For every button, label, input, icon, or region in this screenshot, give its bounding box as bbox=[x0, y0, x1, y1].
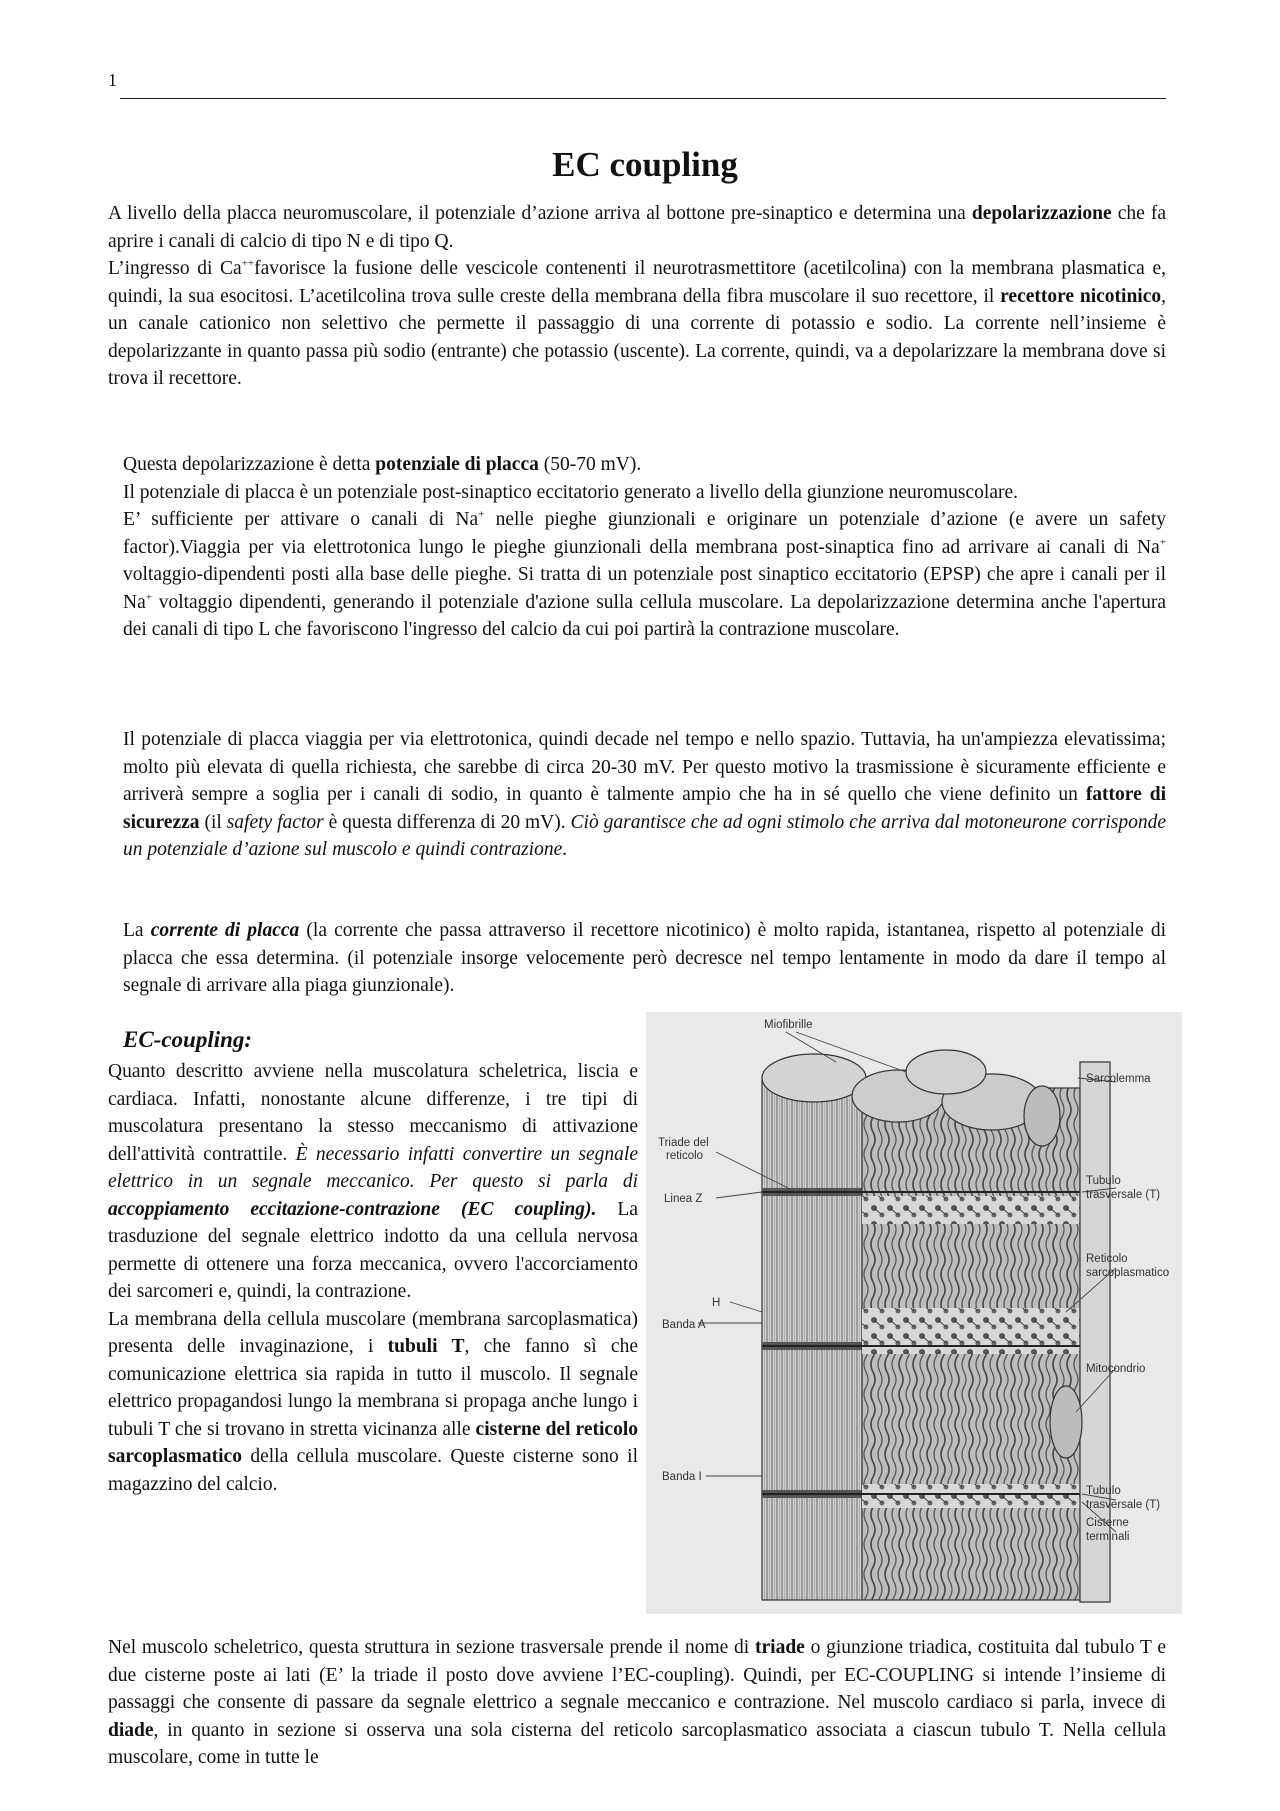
label-h: H bbox=[712, 1297, 721, 1309]
sicurezza-paragraph: Il potenziale di placca viaggia per via elettrotonica, quindi decade nel tempo e nello spazio. Tuttavia, ha un'ampiezza elevatissima; molto più elevata di quella richiesta, che sarebbe di circa 20-30 mV. Per questo motivo la trasmissione è sicuramente efficiente e arriverà sempre a soglia per i canali di sodio, in quanto è talmente ampio che ha in sé quello che viene definito un fattore di sicurezza (il safety factor è questa differenza di 20 mV). Ciò garantisce che ad ogni stimolo che arriva dal motoneurone corrisponde un potenziale d’azione sul muscolo e quindi contrazione. bbox=[123, 729, 1166, 860]
label-miofibrille: Miofibrille bbox=[764, 1019, 813, 1031]
placca-line-3: E’ sufficiente per attivare o canali di Na+ nelle pieghe giunzionali e originare un potenziale d’azione (e avere un safety factor).Viaggia per via elettrotonica lungo le pieghe giunzionali della membrana post-sinaptica fino ad arrivare ai canali di Na+ voltaggio-dipendenti posti alla base delle pieghe. Si tratta di un potenziale post sinaptico eccitatorio (EPSP) che apre i canali per il Na+ voltaggio dipendenti, generando il potenziale d'azione sulla cellula muscolare. La depolarizzazione determina anche l'apertura dei canali di tipo L che favoriscono l'ingresso del calcio da cui poi partirà la contrazione muscolare. bbox=[123, 508, 1166, 640]
ec-coupling-column bbox=[108, 1058, 638, 1498]
header-rule bbox=[120, 98, 1166, 99]
label-banda-a: Banda A bbox=[662, 1319, 706, 1331]
placca-line-2: Il potenziale di placca è un potenziale post-sinaptico eccitatorio generato a livello della giunzione neuromuscolare. bbox=[123, 481, 1019, 503]
label-cisterne-1: Cisterne bbox=[1086, 1517, 1129, 1529]
corrente-paragraph: La corrente di placca (la corrente che passa attraverso il recettore nicotinico) è molto rapida, istantanea, rispetto al potenziale di placca che essa determina. (il potenziale insorge velocemente però decresce nel tempo lentamente in modo da dare il tempo al segnale di arrivare alla piaga giunzionale). bbox=[123, 920, 1166, 996]
page-number: 1 bbox=[108, 70, 117, 90]
muscle-fiber-illustration bbox=[646, 1012, 1182, 1614]
ec-paragraph-2: La membrana della cellula muscolare (membrana sarcoplasmatica) presenta delle invaginazione, i tubuli T, che fanno sì che comunicazione elettrica sia rapida in tutto il muscolo. Il segnale elettrico propagandosi lungo la membrana si propaga anche lungo i tubuli T che si trovano in stretta vicinanza alle cisterne del reticolo sarcoplasmatico della cellula muscolare. Queste cisterne sono il magazzino del calcio. bbox=[108, 1308, 638, 1495]
label-mitocondrio: Mitocondrio bbox=[1086, 1363, 1146, 1375]
placca-section bbox=[123, 451, 1166, 644]
label-tubulo-2b: trasversale (T) bbox=[1086, 1499, 1161, 1511]
label-tubulo-1b: trasversale (T) bbox=[1086, 1189, 1161, 1201]
label-reticolo-1: Reticolo bbox=[1086, 1253, 1128, 1265]
intro-paragraph-2: L’ingresso di Ca++favorisce la fusione delle vescicole contenenti il neurotrasmettitore (acetilcolina) con la membrana plasmatica e, quindi, la sua esocitosi. L’acetilcolina trova sulle creste della membrana della fibra muscolare il suo recettore, il recettore nicotinico, un canale cationico non selettivo che permette il passaggio di una corrente di potassio e sodio. La corrente nell’insieme è depolarizzante in quanto passa più sodio (entrante) che potassio (uscente). La corrente, quindi, va a depolarizzare la membrana dove si trova il recettore. bbox=[108, 257, 1166, 389]
label-tubulo-1a: Tubulo bbox=[1086, 1175, 1121, 1187]
label-triade-2: reticolo bbox=[666, 1150, 704, 1162]
triade-paragraph: Nel muscolo scheletrico, questa struttura in sezione trasversale prende il nome di triade o giunzione triadica, costituita dal tubulo T e due cisterne poste ai lati (E’ la triade il posto dove avviene l’EC-coupling). Quindi, per EC-COUPLING si intende l’insieme di passaggi che consente di passare da segnale elettrico a segnale meccanico e contrazione. Nel muscolo cardiaco si parla, invece di diade, in quanto in sezione si osserva una sola cisterna del reticolo sarcoplasmatico associata a ciascun tubulo T. Nella cellula muscolare, come in tutte le bbox=[108, 1637, 1166, 1768]
muscle-fiber-figure bbox=[646, 1012, 1182, 1614]
intro-section bbox=[108, 200, 1166, 393]
triade-section bbox=[108, 1634, 1166, 1772]
ec-paragraph-1: Quanto descritto avviene nella muscolatura scheletrica, liscia e cardiaca. Infatti, nonostante alcune differenze, i tre tipi di muscolatura presentano la stesso meccanismo di attivazione dell'attività contrattile. È necessario infatti convertire un segnale elettrico in un segnale meccanico. Per questo si parla di accoppiamento eccitazione-contrazione (EC coupling). La trasduzione del segnale elettrico indotto da una cellula nervosa permette di ottenere una forza meccanica, ovvero l'accorciamento dei sarcomeri e, quindi, la contrazione. bbox=[108, 1061, 638, 1302]
sicurezza-section bbox=[123, 726, 1166, 864]
corrente-section bbox=[123, 917, 1166, 1000]
placca-line-1: Questa depolarizzazione è detta potenziale di placca (50-70 mV). bbox=[123, 454, 642, 475]
ec-coupling-heading: EC-coupling: bbox=[123, 1027, 253, 1052]
label-linea-z: Linea Z bbox=[664, 1193, 703, 1205]
label-sarcolemma: Sarcolemma bbox=[1086, 1073, 1151, 1085]
intro-paragraph-1: A livello della placca neuromuscolare, il potenziale d’azione arriva al bottone pre-sinaptico e determina una depolarizzazione che fa aprire i canali di calcio di tipo N e di tipo Q. bbox=[108, 203, 1166, 252]
label-cisterne-2: terminali bbox=[1086, 1531, 1130, 1543]
label-banda-i: Banda I bbox=[662, 1471, 702, 1483]
label-tubulo-2a: Tubulo bbox=[1086, 1485, 1121, 1497]
label-reticolo-2: sarcoplasmatico bbox=[1086, 1267, 1170, 1279]
page-title: EC coupling bbox=[552, 145, 738, 184]
label-triade-1: Triade del bbox=[658, 1137, 709, 1149]
